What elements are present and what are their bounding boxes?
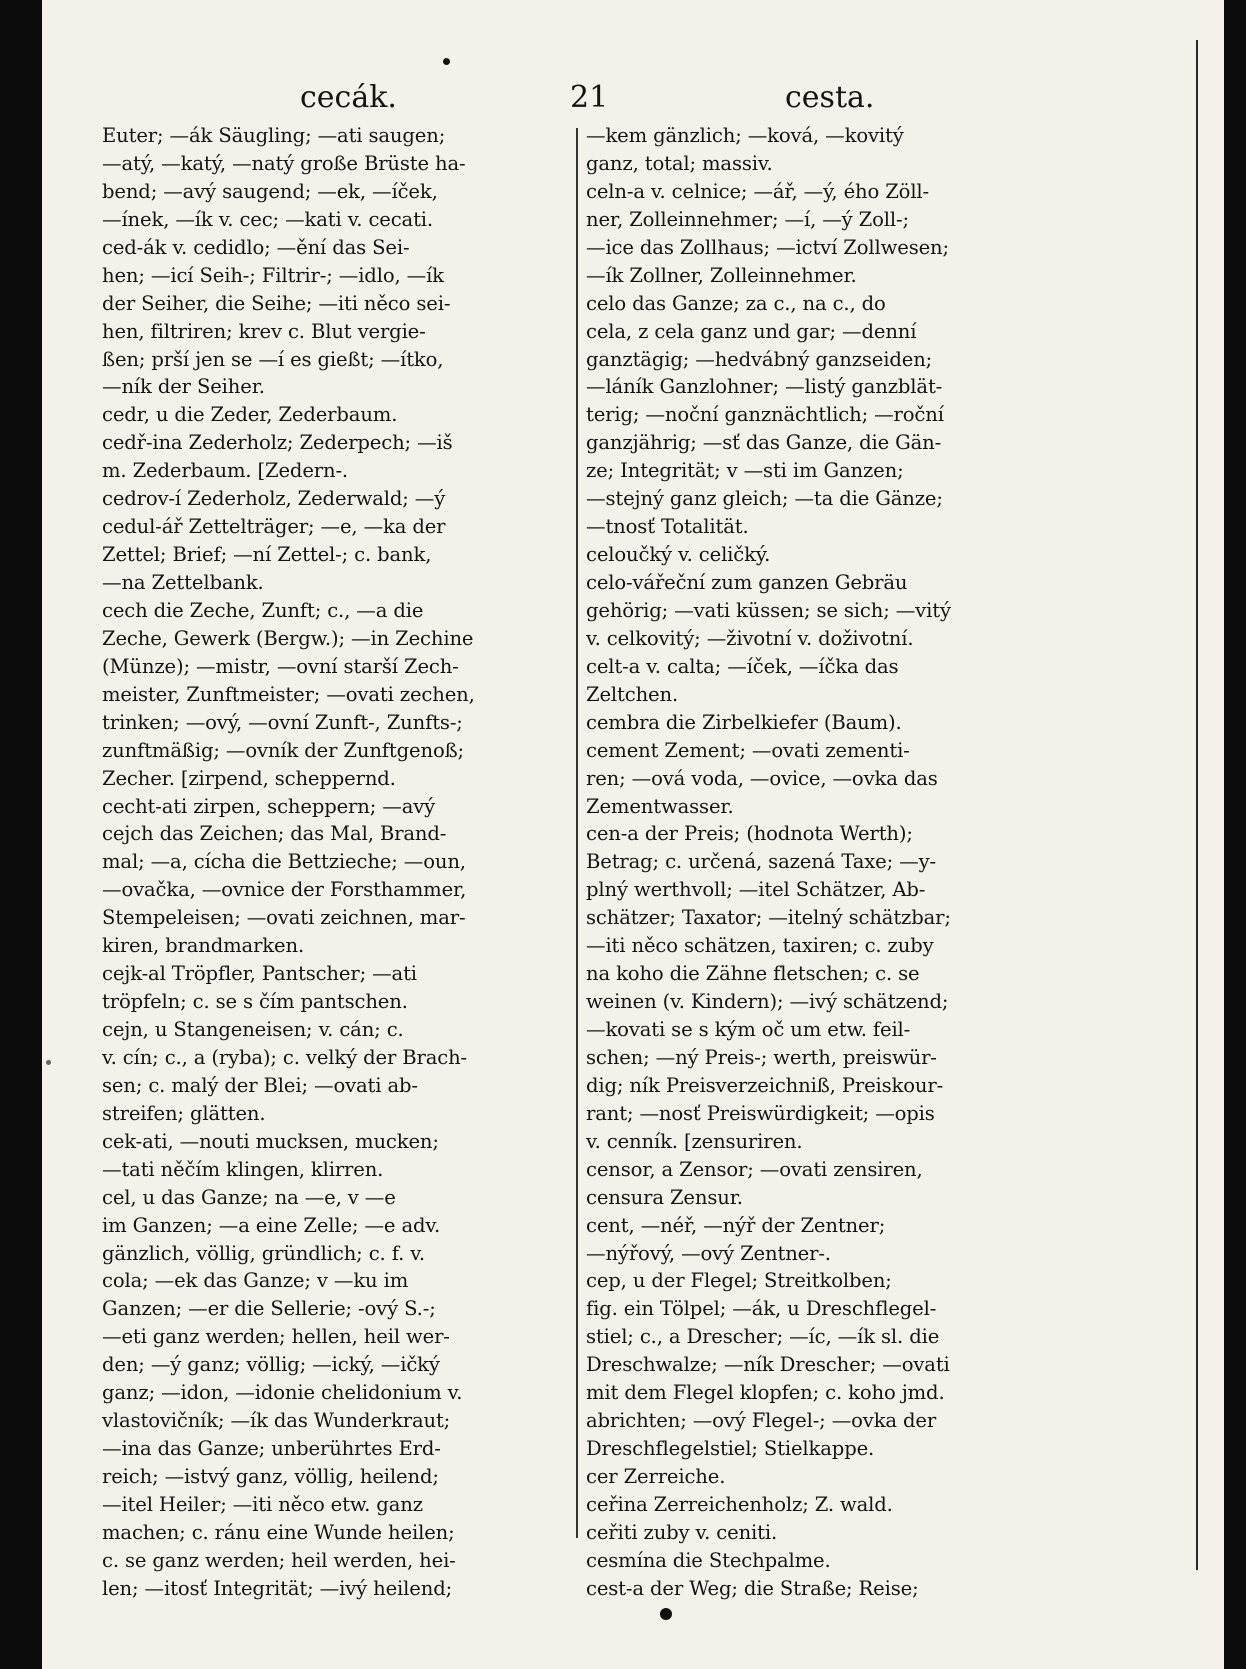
dictionary-line: cedrov-í Zederholz, Zederwald; —ý [102, 487, 446, 511]
dictionary-line: Ganzen; —er die Sellerie; -ový S.-; [102, 1297, 436, 1321]
dictionary-line: ganz, total; massiv. [586, 151, 773, 175]
dictionary-line: cech die Zeche, Zunft; c., —a die [102, 598, 424, 622]
dictionary-line: celo-vářeční zum ganzen Gebräu [586, 571, 908, 594]
dictionary-line: ced-ák v. cedidlo; —ění das Sei- [102, 235, 410, 259]
dictionary-line: ganz; —idon, —idonie chelidonium v. [102, 1381, 463, 1405]
dictionary-line: —eti ganz werden; hellen, heil wer- [102, 1325, 450, 1349]
dictionary-line: Stempeleisen; —ovati zeichnen, mar- [102, 906, 466, 930]
dictionary-line: —iti něco schätzen, taxiren; c. zuby [586, 934, 934, 958]
dictionary-line: censura Zensur. [586, 1185, 743, 1209]
dictionary-line: Zeche, Gewerk (Bergw.); —in Zechine [102, 626, 474, 650]
dictionary-line: cola; —ek das Ganze; v —ku im [102, 1269, 409, 1293]
right-column [586, 122, 1054, 1603]
dictionary-line: gehörig; —vati küssen; se sich; —vitý [586, 598, 951, 622]
dictionary-line: —itel Heiler; —iti něco etw. ganz [102, 1492, 423, 1516]
dictionary-line: —ice das Zollhaus; —ictví Zollwesen; [586, 235, 949, 259]
dictionary-line: celt-a v. calta; —íček, —íčka das [586, 654, 899, 678]
header-guide-word-left: cecák. [300, 80, 397, 115]
page-header [100, 70, 1080, 120]
dictionary-line: cek-ati, —nouti mucksen, muckеn; [102, 1129, 439, 1153]
dictionary-line: sen; c. malý der Blei; —ovati ab- [102, 1073, 418, 1097]
dictionary-line: cedul-ář Zettelträger; —e, —ka der [102, 515, 446, 539]
dictionary-line: ceřiti zuby v. ceniti. [586, 1520, 778, 1544]
dictionary-line: terig; —noční ganznächtlich; —roční [586, 403, 944, 427]
dictionary-line: celoučký v. celičký. [586, 543, 771, 567]
dictionary-line: cedř-ina Zederholz; Zederpech; —iš [102, 431, 453, 455]
dictionary-line: schen; —ný Preis-; werth, preiswür- [586, 1045, 937, 1069]
dictionary-line: abrichten; —ový Flegel-; —ovka der [586, 1409, 937, 1433]
dictionary-line: —atý, —katý, —natý große Brüste ha- [102, 151, 466, 175]
dictionary-line: cejn, u Stangeneisen; v. cán; c. [102, 1018, 404, 1041]
dictionary-line: v. cenník. [zensuriren. [586, 1129, 803, 1153]
dictionary-line: cel, u das Ganze; na —e, v —e [102, 1185, 396, 1209]
dictionary-line: cejch das Zeichen; das Mal, Brand- [102, 822, 447, 846]
dictionary-line: —ina das Ganze; unberührtes Erd- [102, 1437, 441, 1461]
dictionary-line: Dreschflegelstiel; Stielkappe. [586, 1437, 875, 1461]
dictionary-line: hen; —icí Seih-; Filtrir-; —idlo, —ík [102, 263, 444, 287]
dictionary-line: Betrag; c. určená, sazená Taxe; —y- [586, 850, 936, 874]
dictionary-line: cecht-ati zirpen, scheppern; —avý [102, 794, 436, 818]
dictionary-line: cembra die Zirbelkiefer (Baum). [586, 710, 902, 734]
dictionary-line: tröpfeln; c. se s čím pantschen. [102, 990, 408, 1014]
dictionary-line: Euter; —ák Säugling; —ati saugen; [102, 124, 446, 147]
dictionary-line: mit dem Flegel klopfen; c. koho jmd. [586, 1381, 945, 1405]
page-number: 21 [570, 80, 609, 115]
dictionary-line: rant; —nosť Preiswürdigkeit; —opis [586, 1101, 935, 1125]
dictionary-line: na koho die Zähne fletschen; c. se [586, 962, 920, 986]
dictionary-line: ren; —ová voda, —ovice, —ovka das [586, 766, 938, 790]
dictionary-line: cep, u der Flegel; Streitkolben; [586, 1269, 892, 1293]
dictionary-line: Dreschwalze; —ník Drescher; —ovati [586, 1353, 950, 1377]
scan-border-right [1224, 0, 1246, 1669]
dictionary-line: cen-a der Preis; (hodnota Werth); [586, 822, 913, 846]
dictionary-line: gänzlich, völlig, gründlich; c. f. v. [102, 1241, 425, 1265]
dictionary-line: vlastovičník; —ík das Wunderkraut; [102, 1409, 451, 1433]
dictionary-line: der Seiher, die Seihe; —iti něco sei- [102, 291, 451, 315]
dictionary-line: stiel; c., a Drescher; —íc, —ík sl. die [586, 1325, 940, 1349]
dictionary-line: cent, —néř, —nýř der Zentner; [586, 1213, 886, 1237]
dictionary-line: cela, z cela ganz und gar; —denní [586, 319, 917, 343]
dictionary-line: —tati něčím klingen, klirren. [102, 1157, 384, 1181]
dictionary-line: ze; Integrität; v —sti im Ganzen; [586, 459, 904, 483]
dictionary-line: cesmína die Stechpalme. [586, 1548, 831, 1572]
dictionary-line: plný werthvoll; —itel Schätzer, Ab- [586, 878, 926, 902]
dictionary-line: Zeltchen. [586, 682, 679, 706]
dictionary-line: ganzjährig; —sť das Ganze, die Gän- [586, 431, 942, 455]
dictionary-line: —ovačka, —ovnice der Forsthammer, [102, 878, 467, 902]
dictionary-line: m. Zederbaum. [Zedern-. [102, 459, 349, 483]
dictionary-line: —kem gänzlich; —ková, —kovitý [586, 124, 904, 147]
dictionary-line: ganztägig; —hedvábný ganzseiden; [586, 347, 933, 371]
dictionary-line: cer Zerreiche. [586, 1465, 726, 1488]
dictionary-line: Zementwasser. [586, 794, 734, 818]
dictionary-line: meister, Zunftmeister; —ovati zechen, [102, 682, 475, 706]
dictionary-line: cedr, u die Zeder, Zederbaum. [102, 403, 398, 427]
dictionary-line: weinen (v. Kindern); —ivý schätzend; [586, 990, 949, 1014]
dictionary-line: Zettel; Brief; —ní Zettel-; c. bank, [102, 543, 432, 567]
scan-edge-line [1196, 40, 1198, 1570]
dictionary-line: mal; —a, cícha die Bettzieche; —oun, [102, 850, 466, 874]
dictionary-line: streifen; glätten. [102, 1101, 266, 1125]
dictionary-line: Zecher. [zirpend, scheppernd. [102, 766, 396, 790]
dictionary-line: den; —ý ganz; völlig; —ický, —ičký [102, 1353, 440, 1377]
dictionary-line: celn-a v. celnice; —ář, —ý, ého Zöll- [586, 179, 930, 203]
dictionary-line: censor, a Zensor; —ovati zensiren, [586, 1157, 923, 1181]
dictionary-line: —ník der Seiher. [102, 375, 265, 399]
dictionary-line: —nýřový, —ový Zentner-. [586, 1241, 831, 1265]
dictionary-line: v. cín; c., a (ryba); c. velký der Brach- [102, 1045, 468, 1069]
left-column [102, 122, 572, 1603]
dictionary-line: reich; —istvý ganz, völlig, heilend; [102, 1465, 439, 1488]
dictionary-line: machen; c. ránu eine Wunde heilen; [102, 1520, 455, 1544]
ink-speck [46, 1060, 51, 1065]
dictionary-line: —ík Zollner, Zolleinnehmer. [586, 263, 857, 287]
dictionary-line: —tnosť Totalität. [586, 515, 749, 539]
dictionary-line: cest-a der Weg; die Straße; Reise; [586, 1576, 919, 1600]
dictionary-line: bend; —avý saugend; —ek, —íček, [102, 179, 438, 203]
dictionary-line: —stejný ganz gleich; —ta die Gänze; [586, 487, 943, 511]
dictionary-line: cement Zement; —ovati zementi- [586, 738, 910, 762]
dictionary-line: hen, filtriren; krev c. Blut vergie- [102, 319, 426, 343]
dictionary-line: celo das Ganze; za c., na c., do [586, 291, 886, 315]
dictionary-line: —láník Ganzlohner; —listý ganzblät- [586, 375, 943, 399]
dictionary-line: cejk-al Tröpfler, Pantscher; —ati [102, 962, 417, 986]
dictionary-line: (Münze); —mistr, —ovní starší Zech- [102, 654, 459, 678]
dictionary-line: v. celkovitý; —životní v. doživotní. [586, 626, 914, 650]
dictionary-line: —na Zettelbank. [102, 571, 264, 594]
dictionary-line: ner, Zolleinnehmer; —í, —ý Zoll-; [586, 207, 909, 231]
dictionary-line: ceřina Zerreichenholz; Z. wald. [586, 1492, 893, 1516]
dictionary-line: zunftmäßig; —ovník der Zunftgenoß; [102, 738, 464, 762]
dictionary-line: —ínek, —ík v. cec; —kati v. cecati. [102, 207, 433, 231]
dictionary-line: ßen; prší jen se —í es gießt; —ítko, [102, 347, 444, 371]
ink-speck [443, 58, 450, 65]
dictionary-line: fig. ein Tölpel; —ák, u Dreschflegel- [586, 1297, 937, 1321]
header-guide-word-right: cesta. [785, 80, 875, 115]
dictionary-line: —kovati se s kým oč um etw. feil- [586, 1018, 911, 1041]
scan-border-left [0, 0, 42, 1669]
dictionary-line: kiren, brandmarken. [102, 934, 305, 958]
dictionary-line: dig; ník Preisverzeichniß, Preiskour- [586, 1073, 944, 1097]
dictionary-line: trinken; —ový, —ovní Zunft-, Zunfts-; [102, 710, 463, 734]
ink-dot [660, 1608, 672, 1620]
column-divider [576, 128, 578, 1538]
dictionary-line: c. se ganz werden; heil werden, hei- [102, 1548, 456, 1572]
dictionary-line: schätzer; Taxator; —itelný schätzbar; [586, 906, 951, 930]
dictionary-line: im Ganzen; —a eine Zelle; —e adv. [102, 1213, 441, 1237]
dictionary-line: len; —itosť Integrität; —ivý heilend; [102, 1576, 453, 1600]
